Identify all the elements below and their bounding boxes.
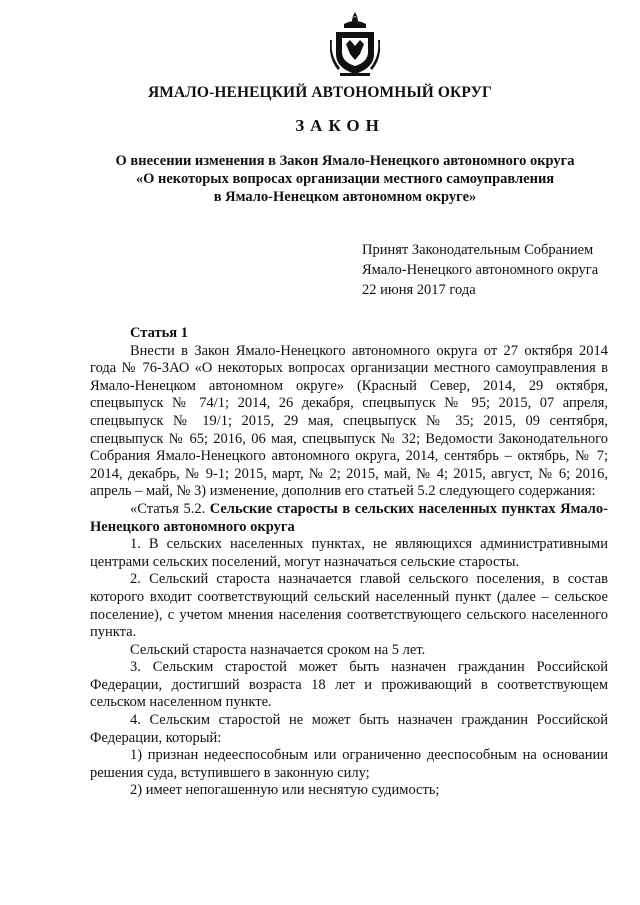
article-heading: Статья 1 (130, 325, 188, 341)
article-paragraph: 2. Сельский староста назначается главой сельского поселения, в состав которого входит соответствующий сельский населенный пункт (далее – сельское поселение), с учетом мнения населения соответствующего сельского населенного пункта. (90, 571, 608, 641)
article-paragraph: 1) признан недееспособным или ограниченно дееспособным на основании решения суда, вступившего в законную силу; (90, 747, 608, 781)
law-title-line: «О некоторых вопросах организации местного самоуправления (135, 171, 555, 187)
article-body (90, 325, 608, 800)
law-title-line: О внесении изменения в Закон Ямало-Ненецкого автономного округа (115, 153, 575, 169)
coat-of-arms-emblem (330, 10, 380, 80)
article-paragraph: 2) имеет непогашенную или неснятую судимость; (130, 782, 440, 799)
adoption-line: Ямало-Ненецкого автономного округа (362, 262, 599, 278)
article-paragraph: 4. Сельским старостой не может быть назначен гражданин Российской Федерации, который: (90, 712, 608, 746)
law-title-line: в Ямало-Ненецком автономном округе» (213, 189, 477, 205)
region-name: ЯМАЛО-НЕНЕЦКИЙ АВТОНОМНЫЙ ОКРУГ (147, 84, 493, 101)
adoption-date: 22 июня 2017 года (362, 282, 476, 298)
adoption-line: Принят Законодательным Собранием (362, 242, 594, 258)
article-paragraph: 1. В сельских населенных пунктах, не являющихся административными центрами сельских поселений, могут назначаться сельские старосты. (90, 536, 608, 570)
document-type: ЗАКОН (295, 116, 385, 135)
adoption-note (362, 240, 598, 300)
article-paragraph: 3. Сельским старостой может быть назначен гражданин Российской Федерации, достигший возраста 18 лет и проживающий в соответствующем сельском населенном пункте. (90, 659, 608, 711)
article-paragraph: Сельский староста назначается сроком на 5 лет. (130, 641, 426, 658)
new-article-heading (90, 501, 608, 536)
law-title (60, 152, 630, 206)
new-article-title: Сельские старосты в сельских населенных пунктах Ямало-Ненецкого автономного округа (90, 500, 608, 535)
article-intro: Внести в Закон Ямало-Ненецкого автономного округа от 27 октября 2014 года № 76-ЗАО «О некоторых вопросах организации местного самоуправления в Ямало-Ненецком автономном округе» (Красный Север, 2014, 29 октября, спецвыпуск № 74/1; 2014, 26 декабря, спецвыпуск № 95; 2015, 07 апреля, спецвыпуск № 19/1; 2015, 29 мая, спецвыпуск № 35; 2015, 09 сентября, спецвыпуск № 65; 2016, 06 мая, спецвыпуск № 32; Ведомости Законодательного Собрания Ямало-Ненецкого автономного округа, 2014, сентябрь – октябрь, № 7; 2014, декабрь, № 9-1; 2015, март, № 2; 2015, май, № 4; 2015, август, № 6; 2016, апрель – май, № 3) изменение, дополнив его статьей 5.2 следующего содержания: (90, 342, 608, 500)
new-article-prefix: «Статья 5.2. (130, 500, 210, 517)
